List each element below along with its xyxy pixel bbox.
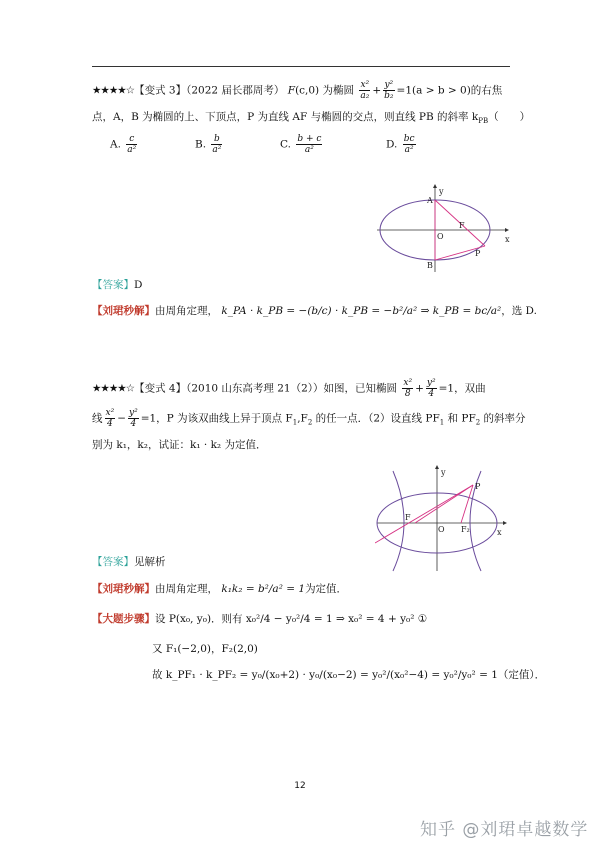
option-c: C. $\frac{b + c}{\text{a²}}$ <box>280 134 322 155</box>
fraction-x2-a2: $\frac{\text{x²}}{\text{a₂}}$ <box>360 80 370 101</box>
option-a: A. $\frac{c}{\text{a²}}$ <box>110 134 137 155</box>
line-aux <box>415 485 473 523</box>
problem4-step2: 又 F₁(−2,0)，F₂(2,0) <box>152 643 258 655</box>
problem3-answer: 【答案】D <box>92 279 143 291</box>
svg-text:x: x <box>497 528 502 537</box>
problem4-answer: 【答案】见解析 <box>92 556 166 568</box>
problem3-line1: ★★★★☆【变式 3】（2022 届长郡周考） F(c,0) 为椭圆 $\frac{\text{x²}}{\text{a₂}}$ + $\frac{\text{y²}}{\text{b₂}}$ =1(a > b > 0)的右焦 <box>92 80 503 101</box>
problem4-line2: 线 $\frac{\text{x²}}{4}$ − $\frac{\text{y²}}{4}$ =1，P 为该双曲线上异于顶点 $F_1,F_2$ 的任一点．（2）设直线 $PF_1$ 和 $PF_2$ 的斜率分 <box>92 408 526 429</box>
problem4-steps: 【大题步骤】设 P(x₀, y₀)．则有 x₀²/4 − y₀²/4 = 1 ⇒ x₀² = 4 + y₀² ① <box>92 613 428 625</box>
problem3-line2: 点，A，B 为椭圆的上、下顶点，P 为直线 AF 与椭圆的交点，则直线 PB 的斜率 $k_{PB}$（ ） <box>92 111 531 126</box>
ellipse-figure <box>375 182 515 274</box>
svg-text:B: B <box>427 261 433 270</box>
svg-text:P: P <box>475 482 481 491</box>
problem4-step3: 故 k_PF₁ · k_PF₂ = y₀/(x₀+2) · y₀/(x₀−2) = y₀²/(x₀²−4) = y₀²/y₀² = 1（定值）． <box>152 669 546 681</box>
option-d: D. $\frac{bc}{\text{a²}}$ <box>386 134 415 155</box>
svg-text:F: F <box>405 513 411 522</box>
fraction-y2-b2: $\frac{\text{y²}}{\text{b₂}}$ <box>384 80 394 101</box>
problem4-quick-solution: 【刘珺秒解】由周角定理， k₁k₂ = b²/a² = 1为定值． <box>92 583 348 595</box>
hyperbola-left-branch <box>393 471 404 571</box>
problem-label: 【变式 3】 <box>134 84 187 97</box>
svg-text:F: F <box>459 221 465 230</box>
svg-text:F₂: F₂ <box>461 525 470 534</box>
top-rule <box>92 66 510 67</box>
option-b: B. $\frac{b}{\text{a²}}$ <box>195 134 222 155</box>
svg-text:P: P <box>475 249 481 258</box>
difficulty-stars: ★★★★☆ <box>92 84 135 97</box>
svg-text:O: O <box>438 525 445 534</box>
problem-source: （2022 届长郡周考） <box>186 84 285 97</box>
svg-text:O: O <box>437 232 444 241</box>
svg-text:y: y <box>441 468 446 477</box>
page-number: 12 <box>294 781 306 791</box>
problem4-line3: 别为 k₁，k₂，试证：k₁ · k₂ 为定值． <box>92 439 267 451</box>
problem3-quick-solution: 【刘珺秒解】由周角定理， k_PA · k_PB = −(b/c) · k_PB = −b²/a² ⇒ k_PB = bc/a²，选 D. <box>92 305 537 317</box>
problem4-line1: ★★★★☆【变式 4】（2010 山东高考理 21（2））如图，已知椭圆 $\frac{\text{x²}}{8}$ + $\frac{\text{y²}}{4}$ =1，双曲 <box>92 378 486 399</box>
watermark: 知乎 @刘珺卓越数学 <box>420 820 589 840</box>
hyperbola-figure <box>375 463 515 573</box>
svg-text:A: A <box>427 196 433 205</box>
svg-text:y: y <box>439 187 444 196</box>
svg-text:x: x <box>505 235 510 244</box>
